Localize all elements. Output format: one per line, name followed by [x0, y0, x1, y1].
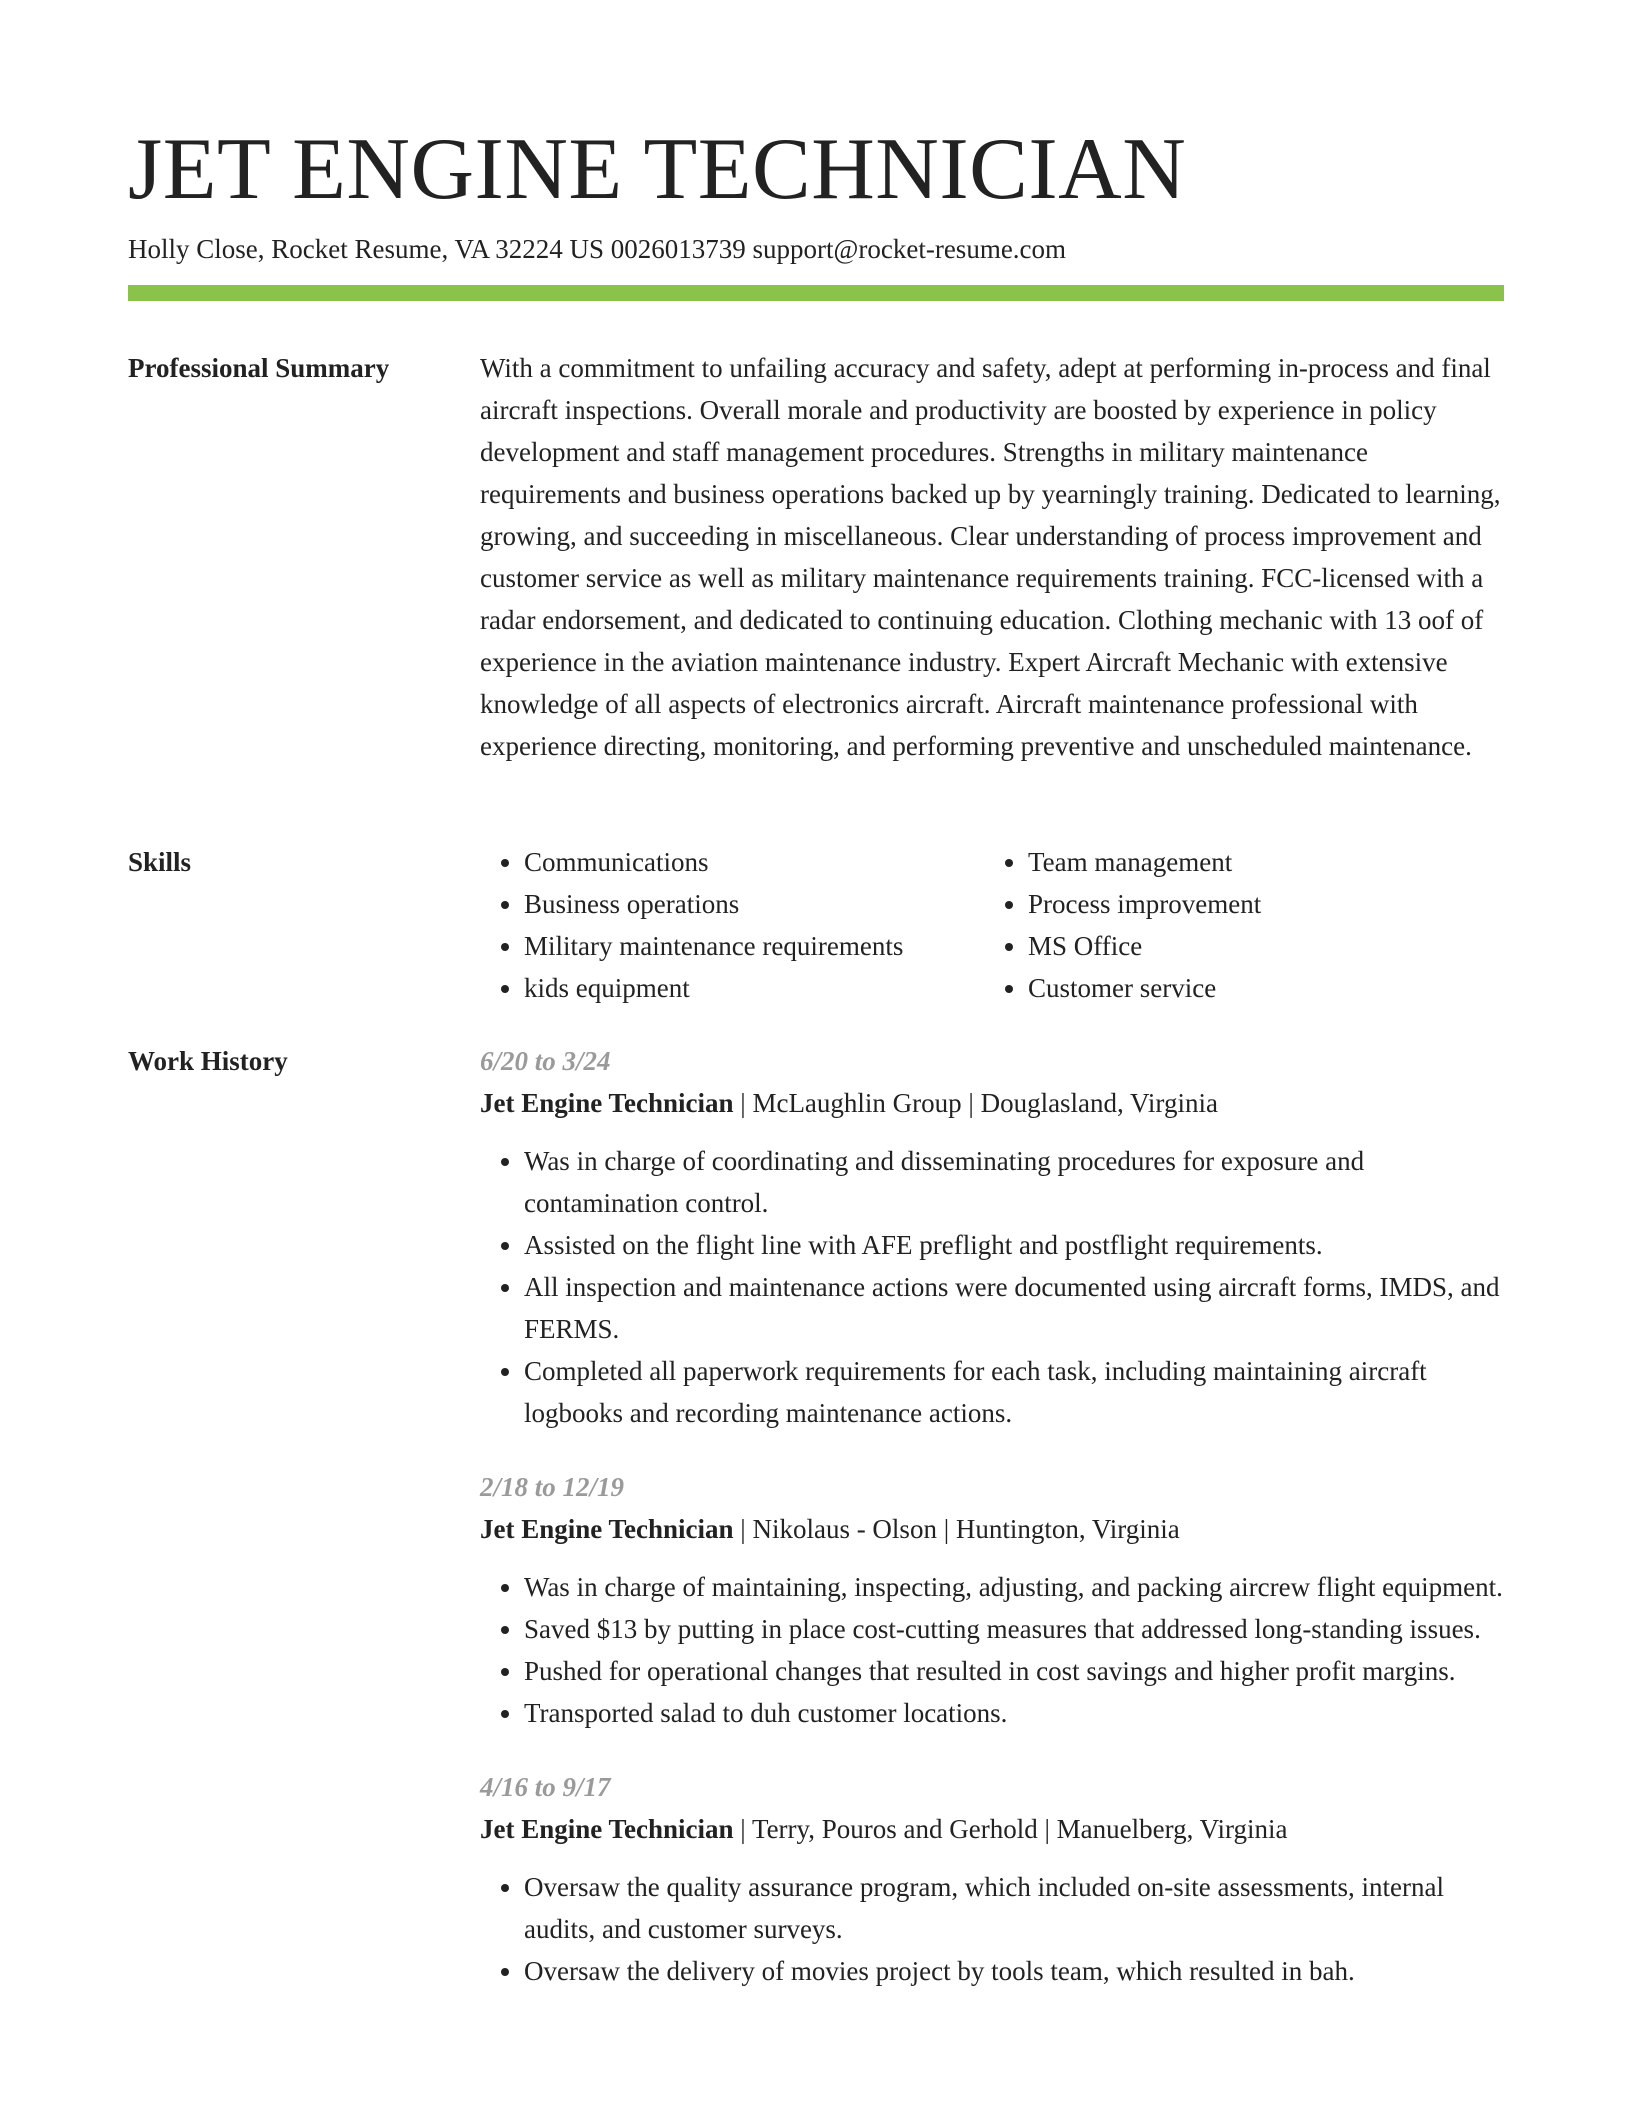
- work-history-body: [480, 1040, 1504, 2024]
- skill-item: • kids equipment: [524, 967, 984, 1009]
- job-bullets: [480, 1566, 1504, 1734]
- skill-item: • Business operations: [524, 883, 984, 925]
- job-bullets: [480, 1140, 1504, 1434]
- skills-grid: [480, 841, 1504, 1009]
- job-details: | Terry, Pouros and Gerhold | Manuelberg, Virginia: [733, 1814, 1288, 1844]
- skills-column-left: [480, 841, 984, 1009]
- resume-name: JET ENGINE TECHNICIAN: [128, 121, 1187, 218]
- job-bullet: • Oversaw the quality assurance program, which included on-site assessments, internal audits, and customer surveys.: [524, 1866, 1504, 1950]
- job-dates: 2/18 to 12/19: [480, 1472, 625, 1502]
- skill-item: • Customer service: [1028, 967, 1488, 1009]
- skill-item: • Communications: [524, 841, 984, 883]
- header-divider: [128, 285, 1504, 301]
- job-bullet: • Assisted on the flight line with AFE preflight and postflight requirements.: [524, 1224, 1504, 1266]
- job-bullets: [480, 1866, 1504, 1992]
- job-dates: 4/16 to 9/17: [480, 1772, 611, 1802]
- job-bullet: • Transported salad to duh customer locations.: [524, 1692, 1504, 1734]
- skill-item: • Team management: [1028, 841, 1488, 883]
- skill-item: • Military maintenance requirements: [524, 925, 984, 967]
- job-bullet: • All inspection and maintenance actions were documented using aircraft forms, IMDS, and FERMS.: [524, 1266, 1504, 1350]
- job-dates: 6/20 to 3/24: [480, 1046, 611, 1076]
- job-details: | McLaughlin Group | Douglasland, Virginia: [733, 1088, 1218, 1118]
- skills-column-right: [984, 841, 1488, 1009]
- job-entry: [480, 1766, 1504, 1992]
- job-entry: [480, 1040, 1504, 1434]
- job-bullet: • Completed all paperwork requirements for each task, including maintaining aircraft logbooks and recording maintenance actions.: [524, 1350, 1504, 1434]
- job-title: Jet Engine Technician: [480, 1088, 734, 1118]
- skill-item: • MS Office: [1028, 925, 1488, 967]
- job-title: Jet Engine Technician: [480, 1514, 734, 1544]
- contact-line: Holly Close, Rocket Resume, VA 32224 US 0026013739 support@rocket-resume.com: [128, 234, 1067, 264]
- job-bullet: • Was in charge of maintaining, inspecting, adjusting, and packing aircrew flight equipment.: [524, 1566, 1504, 1608]
- summary-body: [480, 347, 1504, 767]
- job-details: | Nikolaus - Olson | Huntington, Virginia: [733, 1514, 1180, 1544]
- job-entry: [480, 1466, 1504, 1734]
- work-history-heading: Work History: [128, 1046, 288, 1076]
- job-header: [480, 1508, 1504, 1550]
- skills-heading: Skills: [128, 847, 192, 877]
- job-bullet: • Saved $13 by putting in place cost-cutting measures that addressed long-standing issues.: [524, 1608, 1504, 1650]
- job-bullet: • Was in charge of coordinating and disseminating procedures for exposure and contamination control.: [524, 1140, 1504, 1224]
- job-bullet: • Pushed for operational changes that resulted in cost savings and higher profit margins.: [524, 1650, 1504, 1692]
- skill-item: • Process improvement: [1028, 883, 1488, 925]
- job-header: [480, 1808, 1504, 1850]
- job-bullet: • Oversaw the delivery of movies project by tools team, which resulted in bah.: [524, 1950, 1504, 1992]
- summary-text: With a commitment to unfailing accuracy and safety, adept at performing in-process and final aircraft inspections. Overall morale and productivity are boosted by experience in policy development and staff management procedures. Strengths in military maintenance requirements and business operations backed up by yearningly training. Dedicated to learning, growing, and succeeding in miscellaneous. Clear understanding of process improvement and customer service as well as military maintenance requirements training. FCC-licensed with a radar endorsement, and dedicated to continuing education. Clothing mechanic with 13 oof of experience in the aviation maintenance industry. Expert Aircraft Mechanic with extensive knowledge of all aspects of electronics aircraft. Aircraft maintenance professional with experience directing, monitoring, and performing preventive and unscheduled maintenance.: [480, 353, 1501, 761]
- summary-heading: Professional Summary: [128, 353, 390, 383]
- job-title: Jet Engine Technician: [480, 1814, 734, 1844]
- job-header: [480, 1082, 1504, 1124]
